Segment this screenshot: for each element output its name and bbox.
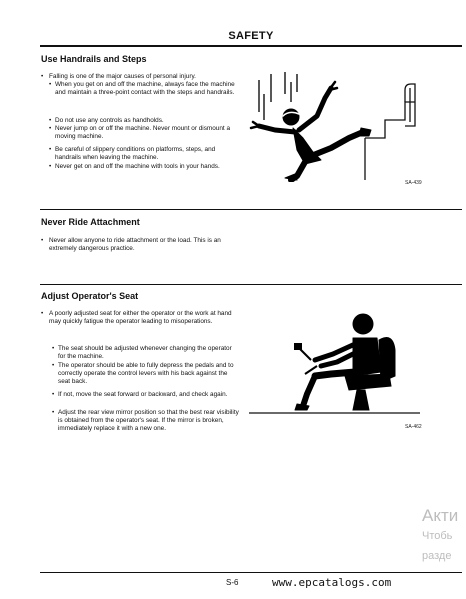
sub-bullet: • When you get on and off the machine, always face the machine and maintain a three-point contact with the steps and handrails. (49, 81, 235, 96)
header-rule (40, 45, 462, 47)
sub-bullet: • Never get on and off the machine with tools in your hands. (49, 163, 220, 170)
figure-caption: SA-439 (405, 180, 422, 186)
lead-bullet-seat: • A poorly adjusted seat for either the operator or the work at hand may quickly fatigue the operator leading to misoperations. (41, 310, 232, 325)
sub-bullet: • Do not use any controls as handholds. (49, 117, 164, 124)
section-divider (40, 284, 462, 285)
sub-bullet: • If not, move the seat forward or backward, and check again. (52, 391, 228, 398)
sub-bullet: • Be careful of slippery conditions on platforms, steps, and handrails when leaving the machine. (49, 146, 216, 161)
lead-bullet-ride: • Never allow anyone to ride attachment or the load. This is an extremely dangerous practice. (41, 237, 221, 252)
sub-bullet: • Never jump on or off the machine. Never mount or dismount a moving machine. (49, 125, 230, 140)
watermark-text: Чтобь (422, 530, 453, 542)
website-link[interactable]: www.epcatalogs.com (272, 576, 392, 589)
section-divider (40, 209, 462, 210)
page-number: S-6 (226, 578, 239, 587)
section-title-handrails: Use Handrails and Steps (41, 54, 147, 64)
footer-rule (40, 572, 462, 573)
page-header-title: SAFETY (228, 30, 274, 42)
stickman-falling (251, 82, 371, 180)
sub-bullet: • Adjust the rear view mirror position so that the best rear visibility is obtained from the operator's seat. If the mirror is broken, immediately replace it with a new one. (52, 409, 239, 432)
section-title-ride-attachment: Never Ride Attachment (41, 217, 140, 227)
sub-bullet: • The seat should be adjusted whenever changing the operator for the machine. (52, 345, 232, 360)
section-title-operator-seat: Adjust Operator's Seat (41, 291, 139, 301)
sub-bullet: • The operator should be able to fully depress the pedals and to correctly operate the control levers with his back against the seat back. (52, 362, 234, 385)
watermark-text: разде (422, 550, 452, 562)
seated-operator-illustration (245, 310, 430, 420)
watermark-text: Акти (422, 506, 459, 525)
falling-person-illustration (245, 72, 435, 182)
figure-caption: SA-462 (405, 424, 422, 430)
stickman-seated (295, 314, 381, 410)
steps-and-handrail (365, 84, 415, 180)
lead-bullet-falling: • Falling is one of the major causes of personal injury. (41, 73, 196, 80)
